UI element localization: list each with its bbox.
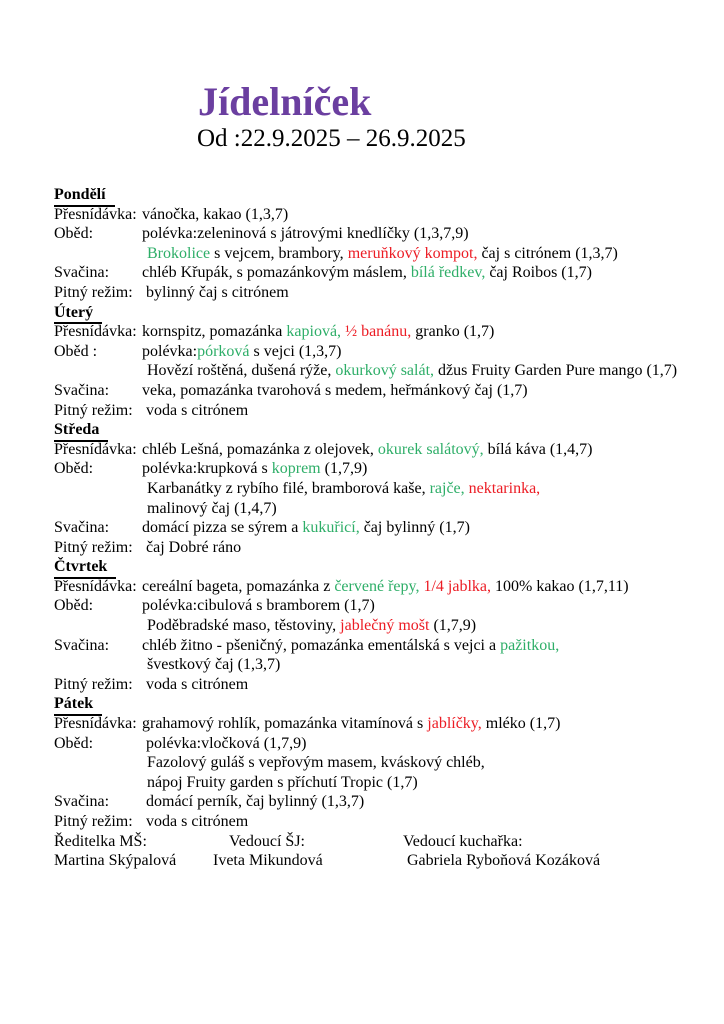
day-section xyxy=(54,185,724,303)
meal-row xyxy=(54,342,724,381)
meal-row xyxy=(54,714,724,734)
text-segment: kornspitz, pomazánka xyxy=(142,323,287,341)
meal-line xyxy=(142,440,724,460)
meal-line xyxy=(142,263,724,283)
text-segment: granko (1,7) xyxy=(411,323,495,341)
text-segment: rajče, xyxy=(429,479,465,497)
meal-line xyxy=(147,773,724,793)
meal-line xyxy=(147,753,724,773)
meal-label: Svačina: xyxy=(54,519,110,537)
meal-label: Přesnídávka: xyxy=(54,440,137,458)
meal-label: Oběd: xyxy=(54,597,94,615)
text-segment: malinový čaj (1,4,7) xyxy=(147,499,277,517)
meal-line xyxy=(142,205,724,225)
meal-line xyxy=(142,596,724,616)
text-segment: s vejcem, brambory, xyxy=(210,244,348,262)
text-segment: Brokolice xyxy=(147,244,211,262)
text-segment: polévka:cibulová s bramborem (1,7) xyxy=(142,597,375,615)
meal-line xyxy=(142,381,724,401)
date-range: Od :22.9.2025 – 26.9.2025 xyxy=(197,125,466,152)
meal-row xyxy=(54,596,724,635)
meal-line xyxy=(147,655,724,675)
text-segment: chléb Lešná, pomazánka z olejovek, xyxy=(142,440,378,458)
canteen-head-name: Iveta Mikundová xyxy=(213,852,323,870)
menu-body xyxy=(54,185,724,871)
text-segment: (1,7,9) xyxy=(429,617,477,635)
meal-line xyxy=(142,636,724,656)
text-segment: s vejci (1,3,7) xyxy=(249,342,342,360)
meal-line xyxy=(142,812,724,832)
signature-names-row xyxy=(54,851,724,871)
day-section xyxy=(54,694,724,831)
text-segment: polévka: xyxy=(142,342,198,360)
text-segment: čaj s citrónem (1,3,7) xyxy=(477,244,618,262)
head-cook-name: Gabriela Ryboňová Kozáková xyxy=(407,852,601,870)
text-segment: Fazolový guláš s vepřovým masem, kváskový chléb, xyxy=(147,754,485,772)
meal-row xyxy=(54,518,724,538)
meal-row xyxy=(54,675,724,695)
text-segment: voda s citrónem xyxy=(142,401,249,419)
page-title: Jídelníček xyxy=(198,79,372,124)
meal-label: Svačina: xyxy=(54,381,110,399)
meal-label: Přesnídávka: xyxy=(54,323,137,341)
text-segment: cereální bageta, pomazánka z xyxy=(142,577,335,595)
canteen-head-label: Vedoucí ŠJ: xyxy=(229,832,305,850)
text-segment: bílá káva (1,4,7) xyxy=(483,440,593,458)
meal-row xyxy=(54,381,724,401)
meal-label: Oběd : xyxy=(54,342,98,360)
meal-label: Pitný režim: xyxy=(54,401,133,419)
text-segment: čaj Dobré ráno xyxy=(142,538,242,556)
text-segment: červené řepy, xyxy=(334,577,420,595)
meal-line xyxy=(147,616,724,636)
text-segment: voda s citrónem xyxy=(142,813,249,830)
text-segment: domácí perník, čaj bylinný (1,3,7) xyxy=(142,793,365,811)
director-label: Ředitelka MŠ: xyxy=(54,832,147,850)
meal-row xyxy=(54,401,724,421)
meal-row xyxy=(54,205,724,225)
day-header: Pondělí xyxy=(54,185,115,207)
text-segment: 1/4 jablka, xyxy=(423,577,491,595)
text-segment: ½ banánu, xyxy=(345,323,412,341)
meal-row xyxy=(54,440,724,460)
text-segment: domácí pizza se sýrem a xyxy=(142,519,303,537)
meal-row xyxy=(54,459,724,518)
text-segment: okurek salátový, xyxy=(377,440,484,458)
text-segment: pažitkou, xyxy=(500,636,560,654)
text-segment: chléb Křupák, s pomazánkovým máslem, xyxy=(142,264,411,282)
meal-line xyxy=(142,518,724,538)
director-name: Martina Skýpalová xyxy=(54,852,177,870)
meal-line xyxy=(147,499,724,519)
text-segment: čaj Roibos (1,7) xyxy=(485,264,592,282)
day-header: Úterý xyxy=(54,303,102,325)
day-section xyxy=(54,420,724,557)
meal-line xyxy=(142,675,724,695)
meal-line xyxy=(142,714,724,734)
meal-row xyxy=(54,812,724,832)
text-segment: Poděbradské maso, těstoviny, xyxy=(147,617,341,635)
text-segment: kapiová, xyxy=(286,323,342,341)
text-segment: meruňkový kompot, xyxy=(347,244,478,262)
text-segment: koprem xyxy=(271,460,321,478)
meal-row xyxy=(54,283,724,303)
menu-days xyxy=(54,185,724,832)
text-segment: Karbanátky z rybího filé, bramborová kaše, xyxy=(147,479,430,497)
meal-row xyxy=(54,263,724,283)
meal-label: Přesnídávka: xyxy=(54,715,137,733)
meal-label: Přesnídávka: xyxy=(54,205,137,223)
meal-row xyxy=(54,577,724,597)
text-segment: nápoj Fruity garden s příchutí Tropic (1,7) xyxy=(147,773,418,791)
text-segment: polévka:krupková s xyxy=(142,460,272,478)
text-segment: mléko (1,7) xyxy=(481,715,561,733)
text-segment: bylinný čaj s citrónem xyxy=(142,283,289,301)
text-segment: grahamový rohlík, pomazánka vitamínová s xyxy=(142,715,428,733)
text-segment: pórková xyxy=(197,342,250,360)
meal-line xyxy=(147,361,724,381)
head-cook-label: Vedoucí kuchařka: xyxy=(403,832,523,850)
meal-line xyxy=(142,401,724,421)
text-segment: kukuřicí, xyxy=(302,519,360,537)
text-segment: okurkový salát, xyxy=(335,362,435,380)
day-section xyxy=(54,303,724,421)
text-segment: čaj bylinný (1,7) xyxy=(359,519,470,537)
text-segment: jablečný mošt xyxy=(340,617,430,635)
text-segment: jablíčky, xyxy=(427,715,482,733)
text-segment: chléb žitno - pšeničný, pomazánka ementálská s vejci a xyxy=(142,636,501,654)
meal-row xyxy=(54,322,724,342)
day-header: Středa xyxy=(54,420,108,442)
text-segment: 100% kakao (1,7,11) xyxy=(491,577,629,595)
meal-line xyxy=(142,734,724,754)
day-header: Pátek xyxy=(54,694,102,716)
meal-row xyxy=(54,224,724,263)
meal-label: Oběd: xyxy=(54,460,94,478)
day-header: Čtvrtek xyxy=(54,557,116,579)
meal-line xyxy=(142,342,724,362)
meal-row xyxy=(54,636,724,675)
text-segment: Hovězí roštěná, dušená rýže, xyxy=(147,362,336,380)
meal-label: Pitný režim: xyxy=(54,813,133,830)
meal-label: Svačina: xyxy=(54,793,110,811)
meal-row xyxy=(54,538,724,558)
meal-label: Svačina: xyxy=(54,264,110,282)
meal-line xyxy=(142,224,724,244)
text-segment: švestkový čaj (1,3,7) xyxy=(147,656,281,674)
meal-line xyxy=(142,538,724,558)
meal-row xyxy=(54,734,724,793)
meal-label: Oběd: xyxy=(54,225,94,243)
day-section xyxy=(54,557,724,694)
text-segment: bílá ředkev, xyxy=(410,264,486,282)
meal-label: Pitný režim: xyxy=(54,675,133,693)
meal-line xyxy=(142,459,724,479)
text-segment: džus Fruity Garden Pure mango (1,7) xyxy=(434,362,678,380)
meal-label: Oběd: xyxy=(54,734,94,752)
meal-line xyxy=(142,792,724,812)
meal-line xyxy=(142,577,724,597)
text-segment: polévka:zeleninová s játrovými knedlíčky (1,3,7,9) xyxy=(142,225,469,243)
meal-label: Přesnídávka: xyxy=(54,577,137,595)
meal-line xyxy=(147,244,724,264)
text-segment: (1,7,9) xyxy=(320,460,368,478)
meal-line xyxy=(142,283,724,303)
text-segment: voda s citrónem xyxy=(142,675,249,693)
text-segment: polévka:vločková (1,7,9) xyxy=(142,734,307,752)
meal-label: Svačina: xyxy=(54,636,110,654)
meal-label: Pitný režim: xyxy=(54,283,133,301)
text-segment: nektarinka, xyxy=(468,479,541,497)
signature-labels-row xyxy=(54,832,724,852)
meal-line xyxy=(147,479,724,499)
meal-label: Pitný režim: xyxy=(54,538,133,556)
text-segment: veka, pomazánka tvarohová s medem, heřmánkový čaj (1,7) xyxy=(142,381,528,399)
text-segment: vánočka, kakao (1,3,7) xyxy=(142,205,289,223)
meal-row xyxy=(54,792,724,812)
meal-line xyxy=(142,322,724,342)
